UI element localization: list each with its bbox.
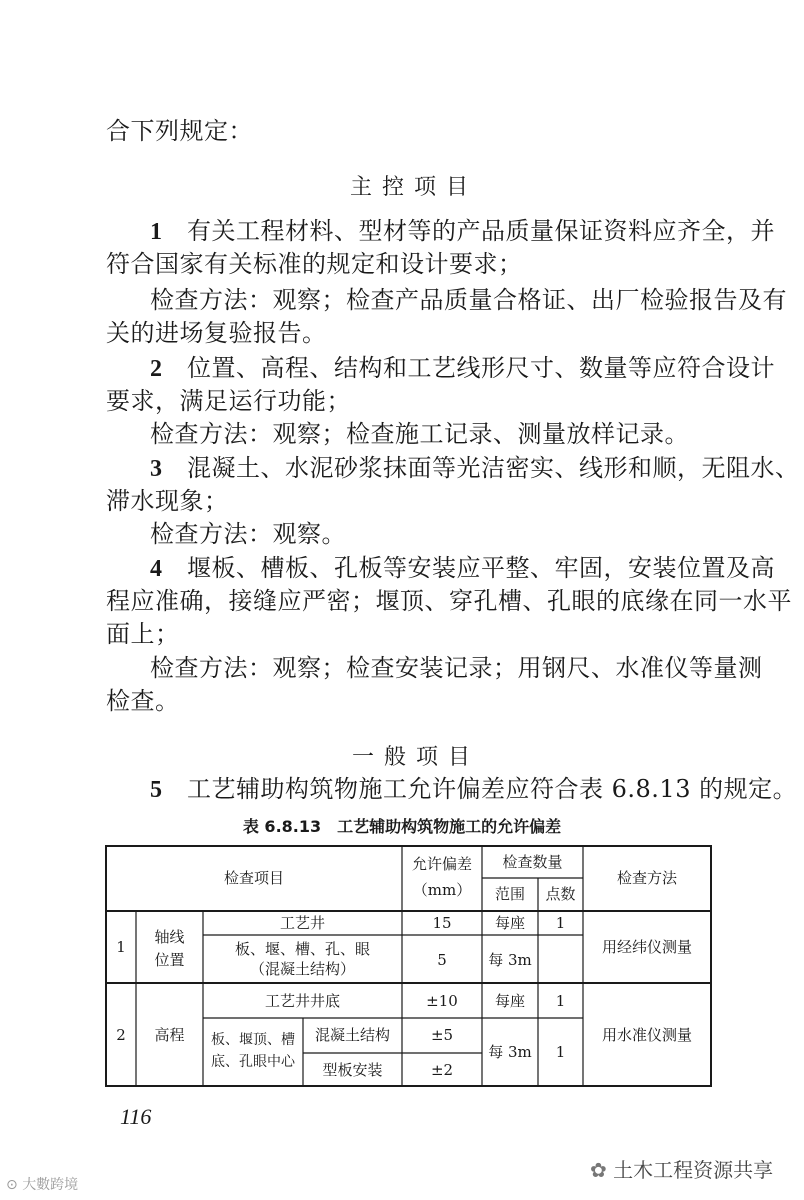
item-1-check-line2: 关的进场复验报告。 [106,319,327,347]
row1b-item-line2: （混凝土结构） [249,960,355,978]
row2a-tolerance: ±10 [426,992,458,1010]
item-4-line2: 程应准确，接缝应严密；堰顶、穿孔槽、孔眼的底缘在同一水平 [106,587,792,615]
row1a-range: 每座 [494,914,525,932]
header-tolerance-unit: （mm） [412,881,472,899]
row1b-range: 每 3m [488,951,532,969]
page-number: 116 [120,1104,152,1129]
row1a-item: 工艺井 [279,914,325,932]
item-3-line1: 3 混凝土、水泥砂浆抹面等光洁密实、线形和顺，无阻水、 [150,454,800,482]
header-points: 点数 [545,885,576,903]
row1-number: 1 [116,938,126,956]
row2-number: 2 [116,1026,126,1044]
item-4-check-line1: 检查方法：观察；检查安装记录；用钢尺、水准仪等量测 [150,654,763,682]
row1-category-line1: 轴线 [154,928,185,946]
table-caption: 表 6.8.13 工艺辅助构筑物施工的允许偏差 [242,817,562,836]
item-2-check: 检查方法：观察；检查施工记录、测量放样记录。 [150,420,689,448]
item-4-line1: 4 堰板、槽板、孔板等安装应平整、牢固，安装位置及高 [150,554,775,582]
row2-subcategory-line2: 底、孔眼中心 [211,1054,295,1070]
header-range: 范围 [494,885,525,903]
item-4-line3: 面上； [106,620,180,648]
row1a-tolerance: 15 [432,914,452,932]
row1b-tolerance: 5 [437,951,447,969]
intro-line: 合下列规定： [106,117,253,145]
header-tolerance: 允许偏差 [411,855,472,873]
item-5-line: 5 工艺辅助构筑物施工允许偏差应符合表 6.8.13 的规定。 [150,775,798,803]
row2-method: 用水准仪测量 [601,1026,692,1044]
row2a-item: 工艺井井底 [264,992,340,1010]
row1a-points: 1 [555,914,566,932]
section-general-heading: 一般项目 [352,745,481,770]
wechat-icon: ✿ [590,1158,607,1182]
watermark-left: ⊙ 大數跨境 [6,1177,79,1193]
item-1-check-line1: 检查方法：观察；检查产品质量合格证、出厂检验报告及有 [150,286,787,314]
item-3-check: 检查方法：观察。 [150,520,346,548]
item-3-line2: 滞水现象； [106,487,229,515]
item-1-line2: 符合国家有关标准的规定和设计要求； [106,250,523,278]
item-2-line1: 2 位置、高程、结构和工艺线形尺寸、数量等应符合设计 [150,354,775,382]
row2bc-range: 每 3m [488,1043,532,1061]
header-check-qty: 检查数量 [502,853,563,871]
row1-method: 用经纬仪测量 [601,938,692,956]
header-method: 检查方法 [616,869,677,887]
row2c-tolerance: ±2 [430,1061,454,1079]
row2a-points: 1 [555,992,566,1010]
watermark-right: ✿ 土木工程资源共享 [590,1158,774,1182]
row2bc-points: 1 [555,1043,566,1061]
item-1-line1: 1 有关工程材料、型材等的产品质量保证资料应齐全，并 [150,217,775,245]
section-main-heading: 主控项目 [350,175,479,200]
row1b-item-line1: 板、堰、槽、孔、眼 [234,940,370,958]
row2b-tolerance: ±5 [430,1026,454,1044]
watermark-logo-icon: ⊙ [6,1177,18,1193]
header-check-item: 检查项目 [223,869,284,887]
row2c-item: 型板安装 [322,1061,383,1079]
row1-category-line2: 位置 [154,951,185,969]
row2-category: 高程 [154,1026,185,1044]
row2-subcategory-line1: 板、堰顶、槽 [211,1032,295,1048]
row2b-item: 混凝土结构 [314,1026,390,1044]
row2a-range: 每座 [494,992,525,1010]
item-4-check-line2: 检查。 [106,687,180,715]
item-2-line2: 要求，满足运行功能； [106,387,351,415]
